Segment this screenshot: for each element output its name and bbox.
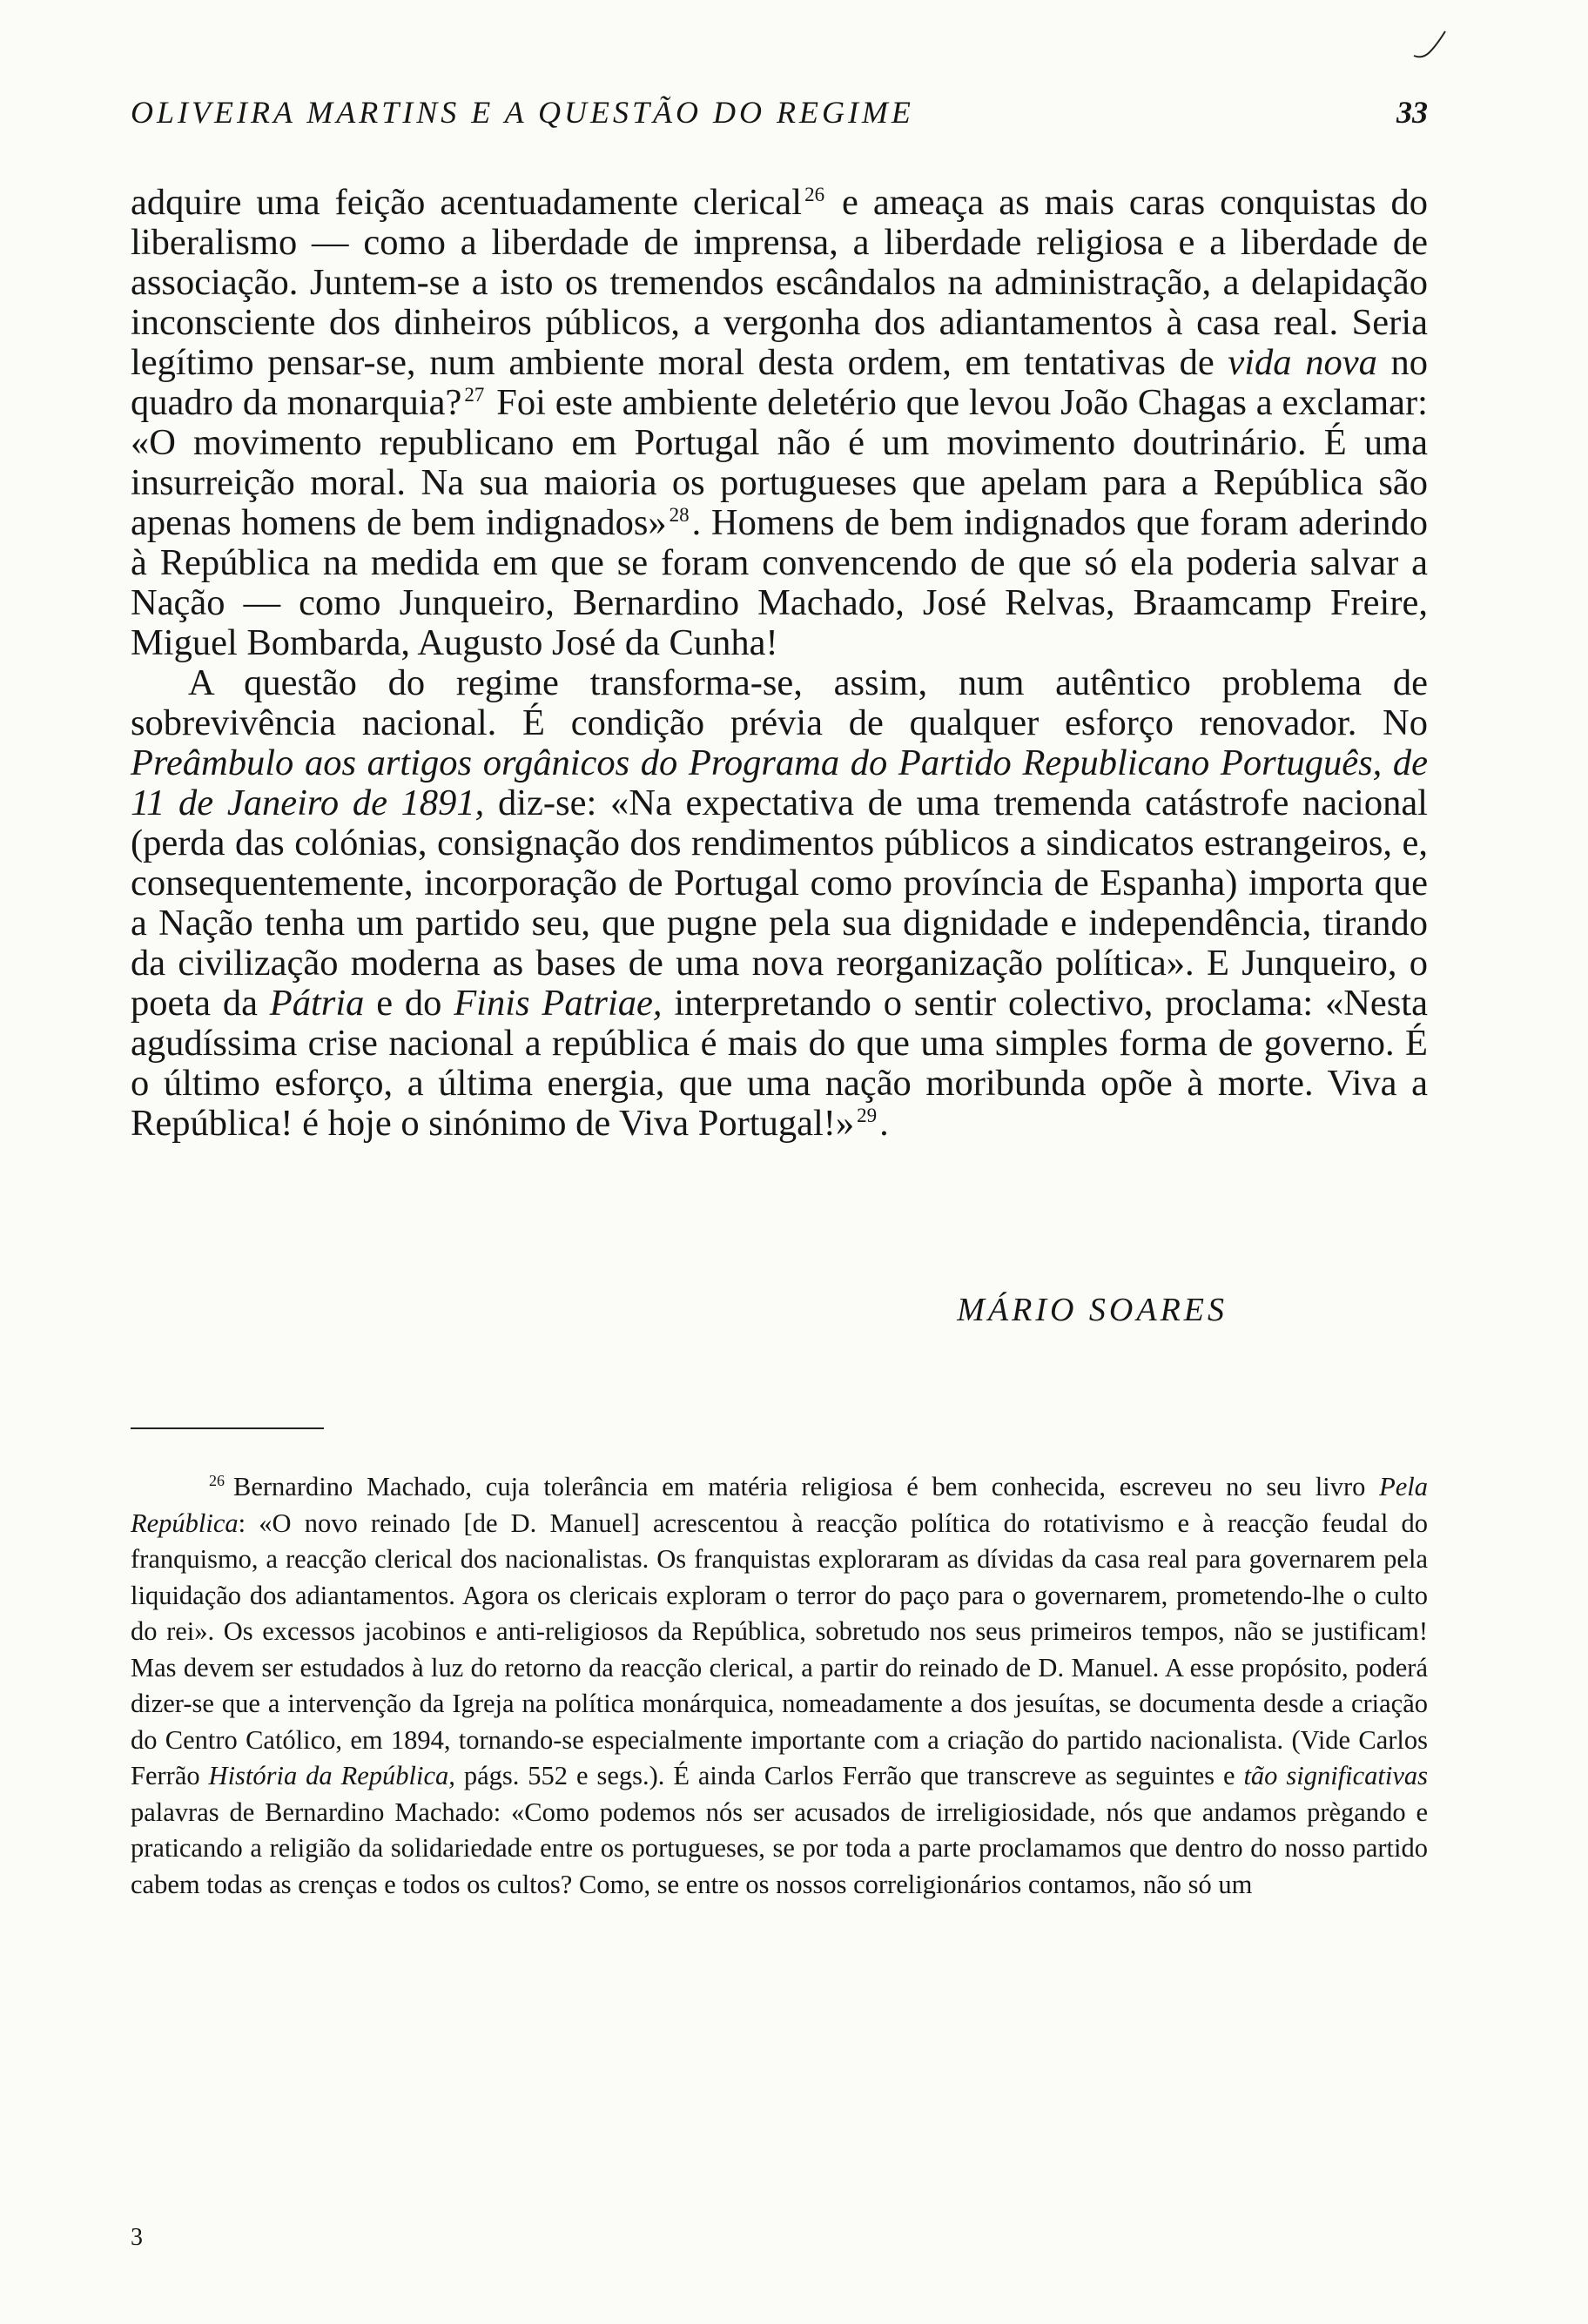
- text-run: e ameaça as mais caras conquistas do liberalismo — como a liberdade de imprensa, a liberdade religiosa e a liberdade de associação. Juntem-se a isto os tremendos escândalos na administração, a delapidação inconsciente dos dinheiros públicos, a vergonha dos adiantamentos à casa real. Seria legítimo pensar-se, num ambiente moral desta ordem, em tentativas de: [131, 182, 1428, 383]
- text-run: adquire uma feição acentuadamente clerical: [131, 182, 803, 223]
- text-run: interpretando o sentir colectivo, proclama: «Nesta agudíssima crise nacional a república é mais do que uma simples forma de governo. É o último esforço, a última energia, que uma nação moribunda opõe à morte. Viva a República! é hoje o sinónimo de Viva Portugal!»: [131, 983, 1428, 1144]
- italic-text: Pátria: [269, 983, 365, 1024]
- footnote-marker: 26: [209, 1471, 225, 1489]
- italic-text: Pela República: [131, 1472, 1428, 1538]
- signature-mark: 3: [131, 2224, 143, 2251]
- paragraph-1: [131, 183, 1428, 663]
- text-run: A questão do regime transforma-se, assim, num autêntico problema de sobrevivência nacional. É condição prévia de qualquer esforço renovador. No: [131, 662, 1428, 743]
- text-run: e do: [364, 983, 454, 1024]
- text-run: Foi este ambiente deletério que levou João Chagas a exclamar: «O movimento republicano em Portugal não é um movimento doutrinário. É uma insurreição moral. Na sua maioria os portugueses que apelam para a República são apenas homens de bem indignados»: [131, 382, 1428, 543]
- text-run: : «O novo reinado [de D. Manuel] acrescentou à reacção política do rotativismo e à reacção feudal do franquismo, a reacção clerical dos nacionalistas. Os franquistas exploraram as dívidas da casa real para governarem pela liquidação dos adiantamentos. Agora os clericais exploram o terror do paço para o governarem, prometendo-lhe o culto do rei». Os excessos jacobinos e anti-religiosos da República, sobretudo nos seus primeiros tempos, não se justificam! Mas devem ser estudados à luz do retorno da reacção clerical, a partir do reinado de D. Manuel. A esse propósito, poderá dizer-se que a intervenção da Igreja na política monárquica, nomeadamente a dos jesuítas, se documenta desde a criação do Centro Católico, em 1894, tornando-se especialmente importante com a criação do partido nacionalista. (Vide Carlos Ferrão: [131, 1508, 1428, 1790]
- footnote-26: [131, 1469, 1428, 1903]
- text-run: no quadro da monarquia?: [131, 342, 1429, 423]
- footnote-ref-27: 27: [464, 383, 485, 406]
- main-text: [131, 183, 1428, 1144]
- page-number: 33: [1396, 95, 1428, 130]
- text-run: Bernardino Machado, cuja tolerância em matéria religiosa é bem conhecida, escreveu no seu livro: [233, 1472, 1380, 1501]
- footnote-divider: [131, 1427, 324, 1429]
- paragraph-2: [131, 663, 1428, 1144]
- italic-text: Preâmbulo aos artigos orgânicos do Programa do Partido Republicano Português, de 11 de Janeiro de 1891,: [131, 742, 1428, 823]
- footnote-ref-28: 28: [669, 503, 690, 526]
- footnote-ref-29: 29: [857, 1104, 878, 1126]
- pencil-check-mark-icon: [1410, 26, 1449, 71]
- text-run: .: [879, 1103, 889, 1144]
- italic-text: tão significativas: [1243, 1761, 1429, 1790]
- author-signature: MÁRIO SOARES: [957, 1292, 1228, 1328]
- footnote-ref-26: 26: [804, 183, 825, 205]
- italic-text: Finis Patriae,: [454, 983, 663, 1024]
- text-run: diz-se: «Na expectativa de uma tremenda catástrofe nacional (perda das colónias, consignação dos rendimentos públicos a sindicatos estrangeiros, e, consequentemente, incorporação de Portugal como província de Espanha) importa que a Nação tenha um partido seu, que pugne pela sua dignidade e independência, tirando da civilização moderna as bases de uma nova reorganização política». E Junqueiro, o poeta da: [131, 783, 1428, 1024]
- italic-text: vida nova: [1228, 342, 1377, 383]
- text-run: . Homens de bem indignados que foram aderindo à República na medida em que se foram convencendo de que só ela poderia salvar a Nação — como Junqueiro, Bernardino Machado, José Relvas, Braamcamp Freire, Miguel Bombarda, Augusto José da Cunha!: [131, 502, 1428, 663]
- text-run: págs. 552 e segs.). É ainda Carlos Ferrão que transcreve as seguintes e: [454, 1761, 1244, 1790]
- running-title: OLIVEIRA MARTINS E A QUESTÃO DO REGIME: [131, 95, 914, 130]
- italic-text: História da República,: [208, 1761, 455, 1790]
- book-page: [131, 0, 1428, 2324]
- text-run: palavras de Bernardino Machado: «Como podemos nós ser acusados de irreligiosidade, nós que andamos prègando e praticando a religião da solidariedade entre os portugueses, se por toda a parte proclamamos que dentro do nosso partido cabem todas as crenças e todos os cultos? Como, se entre os nossos correligionários contamos, não só um: [131, 1797, 1428, 1899]
